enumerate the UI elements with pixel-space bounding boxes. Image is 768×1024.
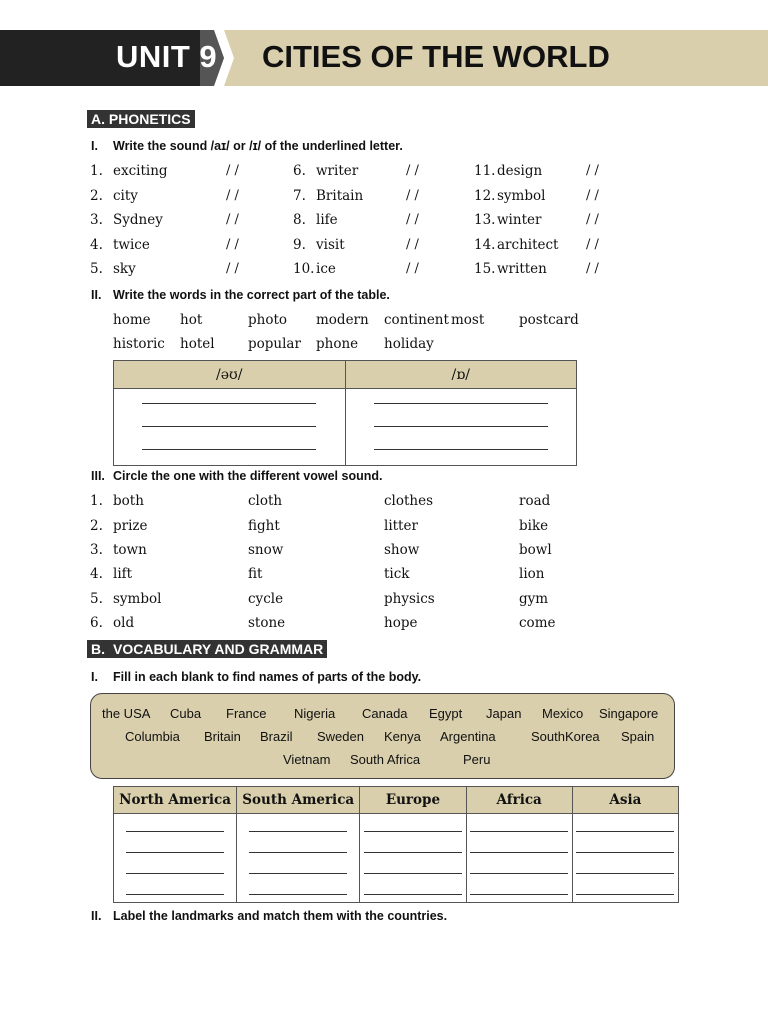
answer-line[interactable] xyxy=(142,426,316,427)
answer-line[interactable] xyxy=(576,873,674,874)
choice-word[interactable]: stone xyxy=(248,615,286,631)
answer-line[interactable] xyxy=(249,852,347,853)
list-item-number: 9. xyxy=(293,237,306,253)
choice-word[interactable]: cycle xyxy=(248,591,284,607)
country-word-bank xyxy=(90,693,675,779)
answer-slashes[interactable]: / / xyxy=(586,212,599,227)
section-b-letter: B. xyxy=(87,640,109,658)
country-item: the USA xyxy=(102,706,151,721)
sound-sort-table xyxy=(113,360,577,466)
list-item-number: 11. xyxy=(474,163,496,179)
word-bank-item: modern xyxy=(316,312,369,328)
table-header-europe: Europe xyxy=(360,787,466,814)
choice-word[interactable]: cloth xyxy=(248,493,283,509)
page-title: CITIES OF THE WORLD xyxy=(262,39,610,74)
list-item-word: design xyxy=(497,163,543,179)
list-item-number: 2. xyxy=(90,518,103,534)
list-item-number: 3. xyxy=(90,542,103,558)
word-bank-item: popular xyxy=(248,336,301,352)
choice-word[interactable]: lion xyxy=(519,566,545,582)
answer-line[interactable] xyxy=(364,873,462,874)
choice-word[interactable]: road xyxy=(519,493,551,509)
answer-line[interactable] xyxy=(576,852,674,853)
answer-cell[interactable] xyxy=(466,814,572,903)
country-item: Mexico xyxy=(542,706,584,721)
list-item-number: 10. xyxy=(293,261,315,277)
country-item: Vietnam xyxy=(283,752,331,767)
country-item: Sweden xyxy=(317,729,364,744)
answer-line[interactable] xyxy=(470,894,568,895)
answer-cell[interactable] xyxy=(114,389,346,466)
list-item-word: twice xyxy=(113,237,150,253)
country-item: Singapore xyxy=(599,706,659,721)
table-header-africa: Africa xyxy=(466,787,572,814)
answer-line[interactable] xyxy=(364,831,462,832)
country-item: Nigeria xyxy=(294,706,336,721)
list-item-number: 14. xyxy=(474,237,496,253)
list-item-word: Britain xyxy=(316,188,364,204)
list-item-number: 4. xyxy=(90,566,103,582)
answer-slashes[interactable]: / / xyxy=(406,212,419,227)
list-item-number: 12. xyxy=(474,188,496,204)
answer-line[interactable] xyxy=(374,426,548,427)
choice-word[interactable]: gym xyxy=(519,591,549,607)
country-item: South Africa xyxy=(350,752,421,767)
answer-slashes[interactable]: / / xyxy=(406,163,419,178)
answer-slashes[interactable]: / / xyxy=(586,188,599,203)
list-item-number: 7. xyxy=(293,188,306,204)
choice-word[interactable]: bowl xyxy=(519,542,552,558)
choice-word[interactable]: fight xyxy=(248,518,280,534)
list-item-word: symbol xyxy=(497,188,546,204)
answer-slashes[interactable]: / / xyxy=(406,188,419,203)
answer-line[interactable] xyxy=(470,852,568,853)
choice-word[interactable]: lift xyxy=(113,566,133,582)
table-header-o: /ɒ/ xyxy=(345,361,577,389)
country-item: Canada xyxy=(362,706,408,721)
list-item-number: 15. xyxy=(474,261,496,277)
table-header-south-america: South America xyxy=(237,787,360,814)
country-item: Egypt xyxy=(429,706,463,721)
list-item-number: 5. xyxy=(90,261,103,277)
country-item: Kenya xyxy=(384,729,421,744)
choice-word[interactable]: clothes xyxy=(384,493,434,509)
list-item-word: visit xyxy=(316,237,345,253)
answer-slashes[interactable]: / / xyxy=(406,237,419,252)
answer-line[interactable] xyxy=(249,831,347,832)
word-bank-item: continent xyxy=(384,312,449,328)
answer-slashes[interactable]: / / xyxy=(406,261,419,276)
answer-line[interactable] xyxy=(126,831,224,832)
choice-word[interactable]: prize xyxy=(113,518,148,534)
exercise-a1-instruction: I. Write the sound /aɪ/ or /ɪ/ of the underlined letter. xyxy=(91,139,403,153)
answer-slashes[interactable]: / / xyxy=(226,261,239,276)
answer-line[interactable] xyxy=(126,852,224,853)
answer-line[interactable] xyxy=(249,873,347,874)
choice-word[interactable]: litter xyxy=(384,518,418,534)
answer-slashes[interactable]: / / xyxy=(586,261,599,276)
country-item: Peru xyxy=(463,752,491,767)
section-b-heading: VOCABULARY AND GRAMMAR xyxy=(109,640,327,658)
choice-word[interactable]: old xyxy=(113,615,135,631)
answer-line[interactable] xyxy=(142,449,316,450)
unit-banner xyxy=(0,30,768,86)
country-item: Columbia xyxy=(125,729,180,744)
choice-word[interactable]: hope xyxy=(384,615,418,631)
table-header-asia: Asia xyxy=(572,787,678,814)
word-bank-item: holiday xyxy=(384,336,434,352)
choice-word[interactable]: bike xyxy=(519,518,549,534)
answer-slashes[interactable]: / / xyxy=(226,163,239,178)
list-item-word: architect xyxy=(497,237,559,253)
answer-line[interactable] xyxy=(470,831,568,832)
answer-line[interactable] xyxy=(126,873,224,874)
exercise-a3-instruction: III. Circle the one with the different vowel sound. xyxy=(91,469,383,483)
list-item-number: 13. xyxy=(474,212,496,228)
list-item-word: exciting xyxy=(113,163,168,179)
answer-line[interactable] xyxy=(374,403,548,404)
list-item-number: 3. xyxy=(90,212,103,228)
choice-word[interactable]: both xyxy=(113,493,144,509)
answer-line[interactable] xyxy=(576,831,674,832)
list-item-number: 1. xyxy=(90,493,103,509)
country-item: SouthKorea xyxy=(531,729,600,744)
answer-line[interactable] xyxy=(364,852,462,853)
country-item: Japan xyxy=(486,706,522,721)
answer-cell[interactable] xyxy=(114,814,237,903)
answer-line[interactable] xyxy=(374,449,548,450)
answer-line[interactable] xyxy=(249,894,347,895)
continent-table xyxy=(113,786,679,903)
word-bank-item: most xyxy=(451,312,485,328)
country-item: Brazil xyxy=(260,729,293,744)
word-bank-item: historic xyxy=(113,336,165,352)
country-item: Spain xyxy=(621,729,655,744)
list-item-word: life xyxy=(316,212,338,228)
list-item-number: 4. xyxy=(90,237,103,253)
list-item-word: writer xyxy=(316,163,359,179)
choice-word[interactable]: tick xyxy=(384,566,410,582)
list-item-number: 1. xyxy=(90,163,103,179)
choice-word[interactable]: town xyxy=(113,542,147,558)
country-item: Argentina xyxy=(440,729,496,744)
list-item-word: Sydney xyxy=(113,212,163,228)
country-item: Britain xyxy=(204,729,241,744)
answer-slashes[interactable]: / / xyxy=(226,212,239,227)
answer-line[interactable] xyxy=(470,873,568,874)
answer-cell[interactable] xyxy=(345,389,577,466)
word-bank-item: home xyxy=(113,312,151,328)
table-header-north-america: North America xyxy=(114,787,237,814)
choice-word[interactable]: snow xyxy=(248,542,284,558)
section-a-heading: A. PHONETICS xyxy=(87,110,195,128)
choice-word[interactable]: come xyxy=(519,615,556,631)
answer-slashes[interactable]: / / xyxy=(226,188,239,203)
answer-line[interactable] xyxy=(142,403,316,404)
answer-line[interactable] xyxy=(576,894,674,895)
exercise-b2-instruction: II. Label the landmarks and match them with the countries. xyxy=(91,909,448,923)
list-item-number: 6. xyxy=(293,163,306,179)
list-item-number: 5. xyxy=(90,591,103,607)
word-bank-item: hotel xyxy=(180,336,215,352)
list-item-number: 6. xyxy=(90,615,103,631)
answer-cell[interactable] xyxy=(360,814,466,903)
answer-slashes[interactable]: / / xyxy=(226,237,239,252)
list-item-word: written xyxy=(497,261,547,277)
answer-slashes[interactable]: / / xyxy=(586,237,599,252)
country-item: Cuba xyxy=(170,706,202,721)
answer-cell[interactable] xyxy=(237,814,360,903)
exercise-b1-instruction: I. Fill in each blank to find names of parts of the body. xyxy=(91,670,422,684)
exercise-a2-instruction: II. Write the words in the correct part of the table. xyxy=(91,288,390,302)
list-item-word: city xyxy=(113,188,138,204)
word-bank-item: photo xyxy=(248,312,288,328)
answer-line[interactable] xyxy=(364,894,462,895)
word-bank-item: hot xyxy=(180,312,203,328)
answer-slashes[interactable]: / / xyxy=(586,163,599,178)
list-item-word: winter xyxy=(497,212,542,228)
unit-label: UNIT 9 xyxy=(116,39,218,74)
choice-word[interactable]: show xyxy=(384,542,420,558)
choice-word[interactable]: fit xyxy=(248,566,263,582)
choice-word[interactable]: physics xyxy=(384,591,435,607)
word-bank-item: phone xyxy=(316,336,359,352)
word-bank-item: postcard xyxy=(519,312,579,328)
list-item-word: ice xyxy=(316,261,336,277)
list-item-word: sky xyxy=(113,261,136,277)
list-item-number: 8. xyxy=(293,212,306,228)
answer-cell[interactable] xyxy=(572,814,678,903)
table-header-ou: /əʊ/ xyxy=(114,361,346,389)
answer-line[interactable] xyxy=(126,894,224,895)
country-item: France xyxy=(226,706,267,721)
choice-word[interactable]: symbol xyxy=(113,591,162,607)
list-item-number: 2. xyxy=(90,188,103,204)
